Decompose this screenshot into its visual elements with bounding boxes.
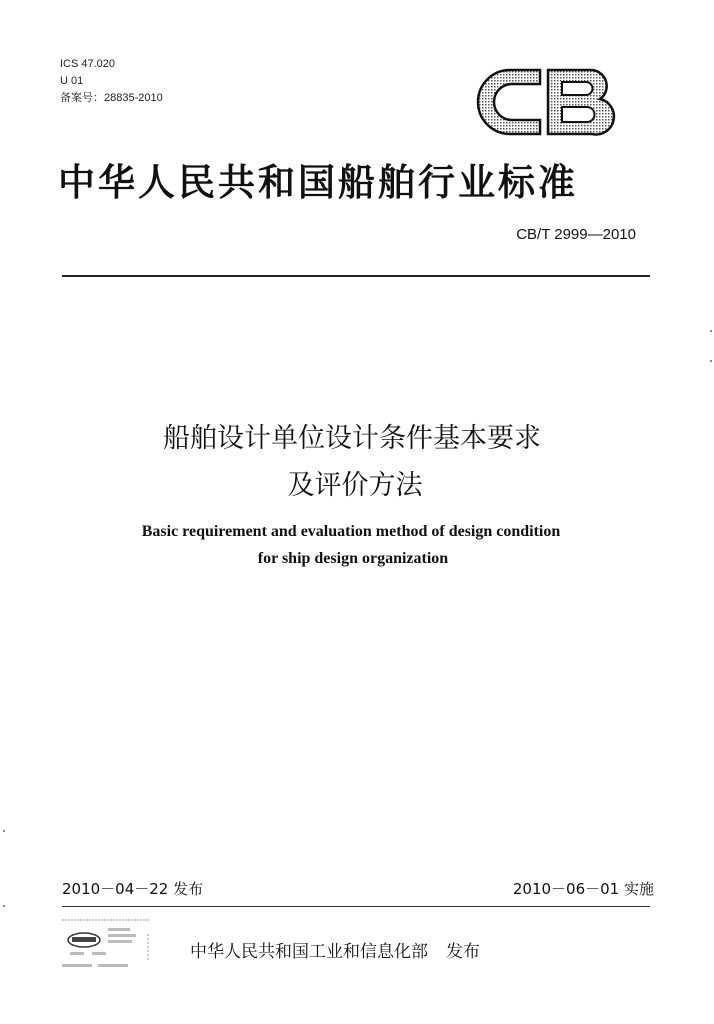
standard-title: 中华人民共和国船舶行业标准 — [58, 161, 578, 204]
issue-date: 2010－04－22 发布 — [62, 880, 204, 898]
implementation-date: 2010－06－01 实施 — [512, 880, 654, 898]
document-title-en-line1: Basic requirement and evaluation method of design condition — [141, 523, 561, 540]
publisher-name: 中华人民共和国工业和信息化部 — [190, 942, 428, 962]
publisher-line — [190, 937, 480, 962]
document-title-cn-line2: 及评价方法 — [287, 470, 423, 501]
standard-code: CB/T 2999—2010 — [516, 226, 636, 243]
document-title-en-line2: for ship design organization — [257, 550, 449, 567]
cb-logo — [470, 62, 620, 142]
document-title-cn-line1: 船舶设计单位设计条件基本要求 — [163, 423, 541, 454]
scan-dot — [710, 360, 712, 362]
ics-code: ICS 47.020 — [60, 58, 116, 70]
record-number: 备案号：28835-2010 — [60, 92, 163, 104]
scan-dot — [3, 830, 5, 832]
footer-divider — [62, 906, 650, 907]
header-divider — [62, 275, 650, 277]
anti-counterfeit-seal — [58, 914, 158, 974]
scan-dot — [710, 330, 712, 332]
publish-label: 发布 — [446, 942, 480, 962]
scan-dot — [3, 905, 5, 907]
classification-code: U 01 — [60, 75, 84, 87]
